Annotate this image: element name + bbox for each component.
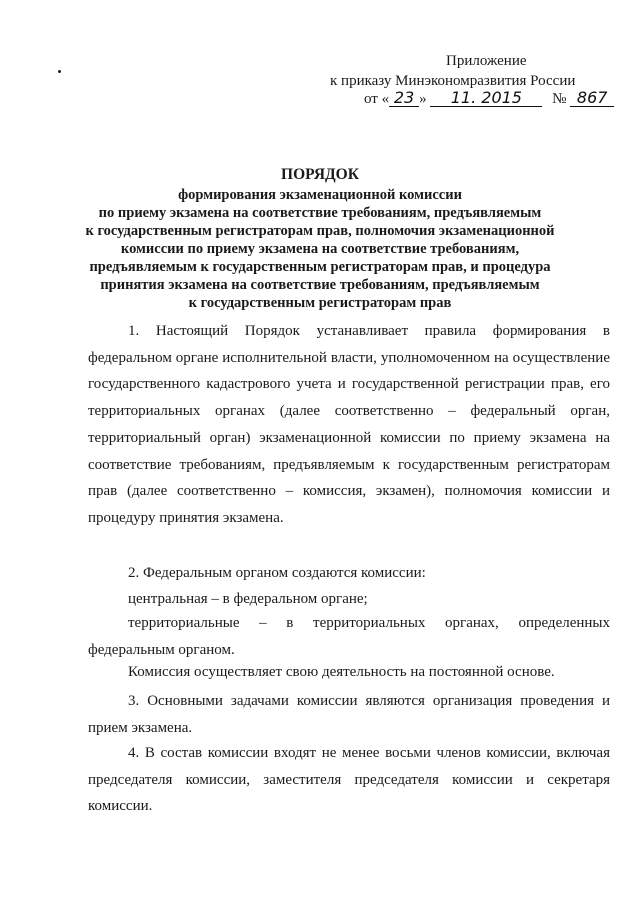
heading-line: по приему экзамена на соответствие требованиям, предъявляемым [98, 205, 542, 221]
handwritten-day: 23 [389, 90, 419, 107]
paragraph-2: 2. Федеральным органом создаются комиссии: [128, 565, 426, 581]
heading-line: к государственным регистраторам прав [188, 295, 452, 311]
document-heading [60, 166, 580, 312]
handwritten-month-year: 11. 2015 [430, 90, 542, 107]
heading-line: принятия экзамена на соответствие требованиям, предъявляемым [100, 277, 540, 293]
appendix-order: к приказу Минэкономразвития России [330, 73, 576, 89]
appendix-date-line [364, 90, 614, 109]
heading-line: предъявляемым к государственным регистраторам прав, и процедура [89, 259, 551, 275]
date-mid: » [419, 91, 427, 107]
appendix-title: Приложение [446, 53, 527, 69]
paragraph-6: 3. Основными задачами комиссии являются организация проведения и прием экзамена. [88, 693, 610, 736]
paragraph-7: 4. В состав комиссии входят не менее восьми членов комиссии, включая председателя комиссии, заместителя председателя комиссии и секретаря комиссии. [88, 745, 610, 815]
date-prefix: от « [364, 91, 390, 107]
heading-line: формирования экзаменационной комиссии [178, 187, 462, 203]
heading-line: к государственным регистраторам прав, полномочия экзаменационной [85, 223, 555, 239]
heading-line: комиссии по приему экзамена на соответствие требованиям, [120, 241, 520, 257]
handwritten-order-number: 867 [570, 90, 614, 107]
paragraph-3: центральная – в федеральном органе; [128, 591, 368, 607]
paragraph-5: Комиссия осуществляет свою деятельность на постоянной основе. [128, 664, 555, 680]
heading-title: ПОРЯДОК [281, 166, 359, 183]
paragraph-4: территориальные – в территориальных органах, определенных федеральным органом. [88, 615, 610, 658]
scan-speck [58, 70, 61, 73]
paragraph-1: 1. Настоящий Порядок устанавливает правила формирования в федеральном органе исполнительной власти, уполномоченном на осуществление государственного кадастрового учета и государственной регистрации прав, его территориальных органах (далее соответственно – федеральный орган, территориальный орган) экзаменационной комиссии по приему экзамена на соответствие требованиям, предъявляемым к государственным регистраторам прав (далее соответственно – комиссия, экзамен), полномочия комиссии и процедуру принятия экзамена. [88, 323, 610, 526]
number-label: № [552, 91, 567, 107]
